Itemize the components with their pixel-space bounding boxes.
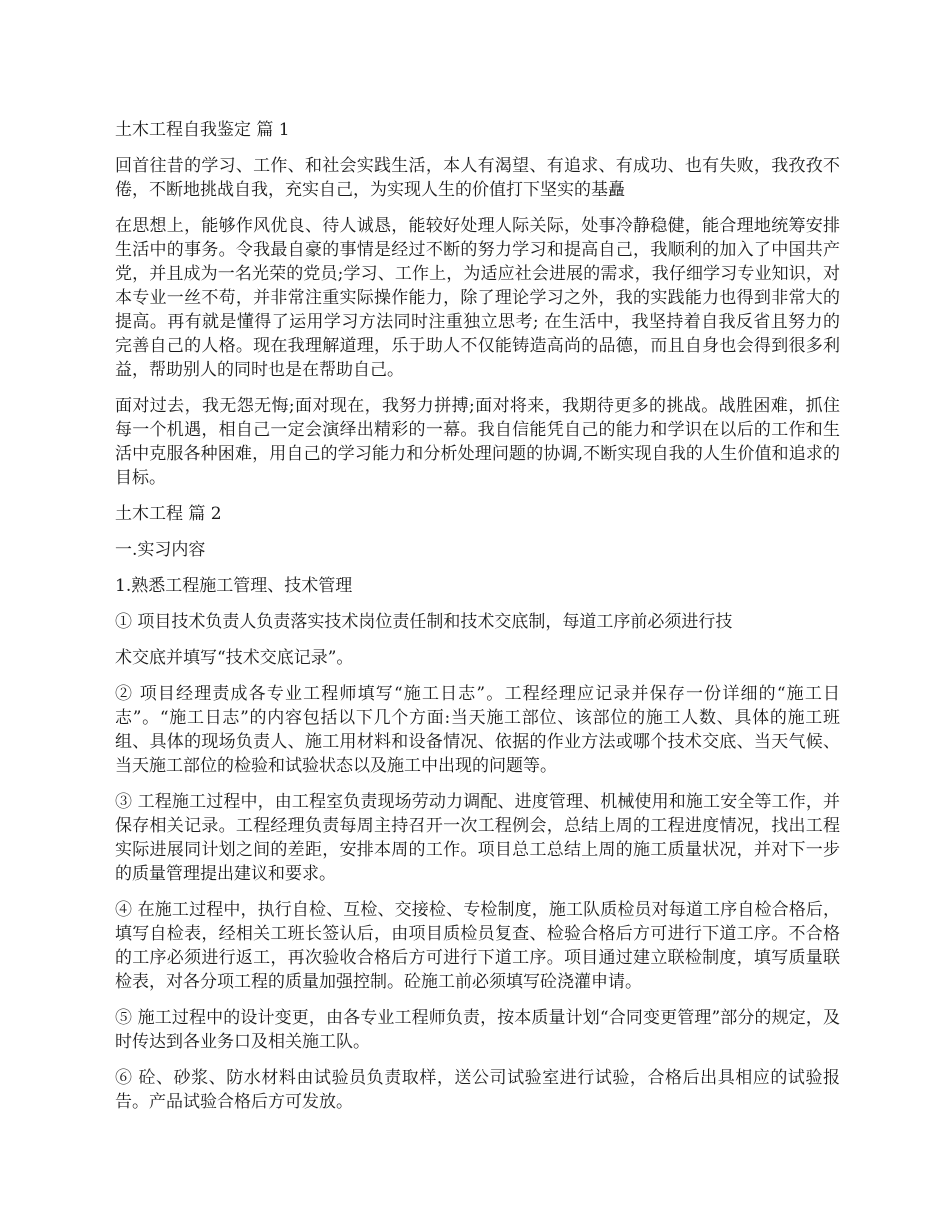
- list-item-6: ⑥ 砼、砂浆、防水材料由试验员负责取样，送公司试验室进行试验，合格后出具相应的试验报告。产品试验合格后方可发放。: [115, 1068, 840, 1112]
- list-item-1-line-1: ① 项目技术负责人负责落实技术岗位责任制和技术交底制，每道工序前必须进行技: [115, 612, 733, 632]
- list-item-4: ④ 在施工过程中，执行自检、互检、交接检、专检制度，施工队质检员对每道工序自检合格后，填写自检表，经相关工班长签认后，由项目质检员复查、检验合格后方可进行下道工序。不合格的工序必须进行返工，再次验收合格后方可进行下道工序。项目通过建立联检制度，填写质量联检表，对各分项工程的质量加强控制。砼施工前必须填写砼浇灌申请。: [115, 900, 840, 992]
- section-heading-1: 土木工程自我鉴定 篇 1: [115, 120, 290, 140]
- list-item-3: ③ 工程施工过程中，由工程室负责现场劳动力调配、进度管理、机械使用和施工安全等工作，并保存相关记录。工程经理负责每周主持召开一次工程例会，总结上周的工程进度情况，找出工程实际进展同计划之间的差距，安排本周的工作。项目总工总结上周的施工质量状况，并对下一步的质量管理提出建议和要求。: [115, 792, 840, 884]
- list-item-2: ② 项目经理责成各专业工程师填写“施工日志”。工程经理应记录并保存一份详细的“施工日志”。“施工日志”的内容包括以下几个方面:当天施工部位、该部位的施工人数、具体的施工班组、具体的现场负责人、施工用材料和设备情况、依据的作业方法或哪个技术交底、当天气候、当天施工部位的检验和试验状态以及施工中出现的问题等。: [115, 684, 840, 776]
- subsection-heading: 一.实习内容: [115, 540, 206, 560]
- list-item-5: ⑤ 施工过程中的设计变更，由各专业工程师负责，按本质量计划“合同变更管理”部分的规定，及时传达到各业务口及相关施工队。: [115, 1008, 840, 1052]
- paragraph-intro: 回首往昔的学习、工作、和社会实践生活，本人有渴望、有追求、有成功、也有失败，我孜孜不倦，不断地挑战自我，充实自己，为实现人生的价值打下坚实的基矗: [115, 156, 840, 200]
- document-body: [115, 118, 840, 1126]
- section-heading-2: 土木工程 篇 2: [115, 504, 222, 524]
- item-heading: 1.熟悉工程施工管理、技术管理: [115, 576, 353, 596]
- paragraph-outlook: 面对过去，我无怨无悔;面对现在，我努力拼搏;面对将来，我期待更多的挑战。战胜困难，抓住每一个机遇，相自己一定会演绎出精彩的一幕。我自信能凭自己的能力和学识在以后的工作和生活中克服各种困难，用自己的学习能力和分析处理问题的协调,不断实现自我的人生价值和追求的目标。: [115, 396, 840, 488]
- list-item-1-line-2: 术交底并填写“技术交底记录”。: [115, 648, 354, 668]
- paragraph-ideology: 在思想上，能够作风优良、待人诚恳，能较好处理人际关际，处事冷静稳健，能合理地统筹安排生活中的事务。令我最自豪的事情是经过不断的努力学习和提高自己，我顺利的加入了中国共产党，并且成为一名光荣的党员;学习、工作上，为适应社会进展的需求，我仔细学习专业知识，对本专业一丝不苟，并非常注重实际操作能力，除了理论学习之外，我的实践能力也得到非常大的提高。再有就是懂得了运用学习方法同时注重独立思考; 在生活中，我坚持着自我反省且努力的完善自己的人格。现在我理解道理，乐于助人不仅能铸造高尚的品德，而且自身也会得到很多利益，帮助别人的同时也是在帮助自己。: [115, 216, 840, 380]
